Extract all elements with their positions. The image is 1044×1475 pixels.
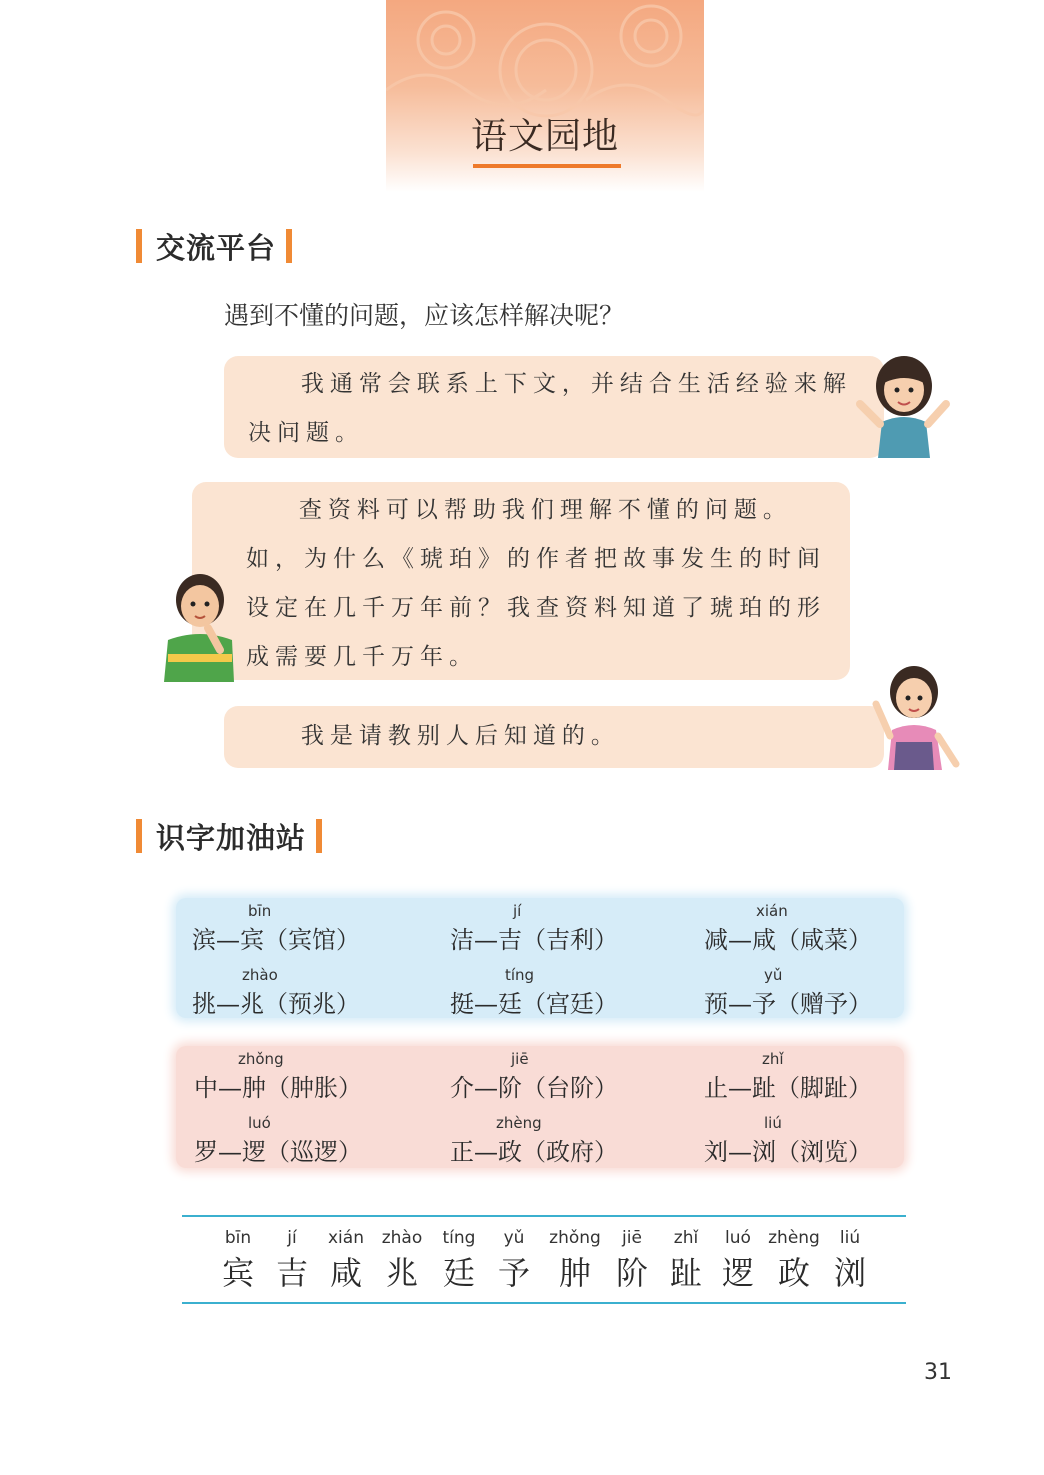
writing-character: 趾 [669, 1254, 702, 1292]
girl-character-icon [850, 346, 954, 458]
pinyin: bīn [224, 1228, 252, 1248]
character-pair: 挑—兆（预兆） [192, 990, 360, 1018]
writing-character: 吉 [275, 1254, 308, 1292]
character-pair: 挺—廷（宫廷） [450, 990, 618, 1018]
pinyin: jiē [622, 1228, 642, 1248]
writing-character: 兆 [385, 1254, 418, 1292]
speech-bubble-3 [224, 706, 884, 768]
writing-character: 予 [497, 1254, 530, 1292]
pinyin: jí [513, 902, 522, 920]
writing-character: 咸 [329, 1254, 362, 1292]
character-pair: 正—政（政府） [450, 1138, 618, 1166]
pinyin: yǔ [503, 1228, 525, 1248]
character-pair: 减—咸（咸菜） [704, 926, 872, 954]
character-pair: 预—予（赠予） [704, 990, 872, 1018]
pinyin: xián [328, 1228, 364, 1248]
section-heading-literacy [136, 816, 322, 856]
girl-pointing-icon [862, 660, 962, 770]
pinyin: xián [756, 902, 788, 920]
writing-character: 廷 [442, 1254, 475, 1292]
bubble-text: 我通常会联系上下文，并结合生活经验来解决问题。 [248, 371, 852, 446]
pinyin: liú [764, 1114, 782, 1132]
character-pair: 刘—浏（浏览） [704, 1138, 872, 1166]
page-number: 31 [924, 1360, 952, 1385]
discussion-question: 遇到不懂的问题，应该怎样解决呢？ [224, 301, 625, 330]
character-pair: 中—肿（肿胀） [194, 1074, 362, 1102]
writing-character: 政 [777, 1254, 810, 1292]
pinyin: luó [725, 1228, 751, 1248]
pinyin: zhào [242, 966, 278, 984]
writing-line-top [182, 1215, 906, 1217]
section-heading-exchange [136, 226, 292, 266]
pinyin: zhǒng [549, 1228, 601, 1248]
pinyin: zhèng [768, 1228, 820, 1248]
boy-character-icon [160, 570, 238, 682]
writing-character: 浏 [833, 1254, 866, 1292]
heading-bar-right [316, 819, 322, 853]
character-pair: 洁—吉（吉利） [450, 926, 618, 954]
section-title: 识字加油站 [156, 820, 307, 855]
pinyin: zhǐ [762, 1050, 784, 1068]
writing-character: 肿 [558, 1254, 591, 1292]
writing-line-bottom [182, 1302, 906, 1304]
section-title: 交流平台 [156, 230, 277, 265]
character-pair: 介—阶（台阶） [450, 1074, 618, 1102]
pinyin: bīn [248, 902, 272, 920]
character-pair: 罗—逻（巡逻） [194, 1138, 362, 1166]
bubble-text: 我是请教别人后知道的。 [300, 723, 620, 749]
pinyin: zhǐ [673, 1228, 699, 1248]
pinyin: zhào [381, 1228, 423, 1248]
pinyin: tíng [442, 1228, 476, 1248]
title-underline [473, 164, 621, 168]
heading-bar-right [286, 229, 292, 263]
pinyin: liú [839, 1228, 861, 1248]
heading-bar-left [136, 229, 142, 263]
character-pair: 滨—宾（宾馆） [192, 926, 360, 954]
character-pair: 止—趾（脚趾） [704, 1074, 872, 1102]
pinyin: tíng [505, 966, 535, 984]
heading-bar-left [136, 819, 142, 853]
pinyin: jiē [511, 1050, 529, 1068]
pinyin: luó [248, 1114, 271, 1132]
writing-character: 逻 [721, 1254, 754, 1292]
bubble-text: 查资料可以帮助我们理解不懂的问题。如，为什么《琥珀》的作者把故事发生的时间设定在几千万年前？我查资料知道了琥珀的形成需要几千万年。 [246, 497, 826, 670]
pinyin: jí [287, 1228, 297, 1248]
writing-character: 宾 [221, 1254, 254, 1292]
pinyin: yǔ [764, 966, 783, 984]
pinyin: zhǒng [238, 1050, 284, 1068]
speech-bubble-2 [192, 482, 850, 680]
page-title: 语文园地 [470, 116, 619, 157]
writing-character: 阶 [615, 1254, 648, 1292]
title-banner [386, 0, 704, 192]
speech-bubble-1 [224, 356, 884, 458]
pinyin: zhèng [496, 1114, 542, 1132]
